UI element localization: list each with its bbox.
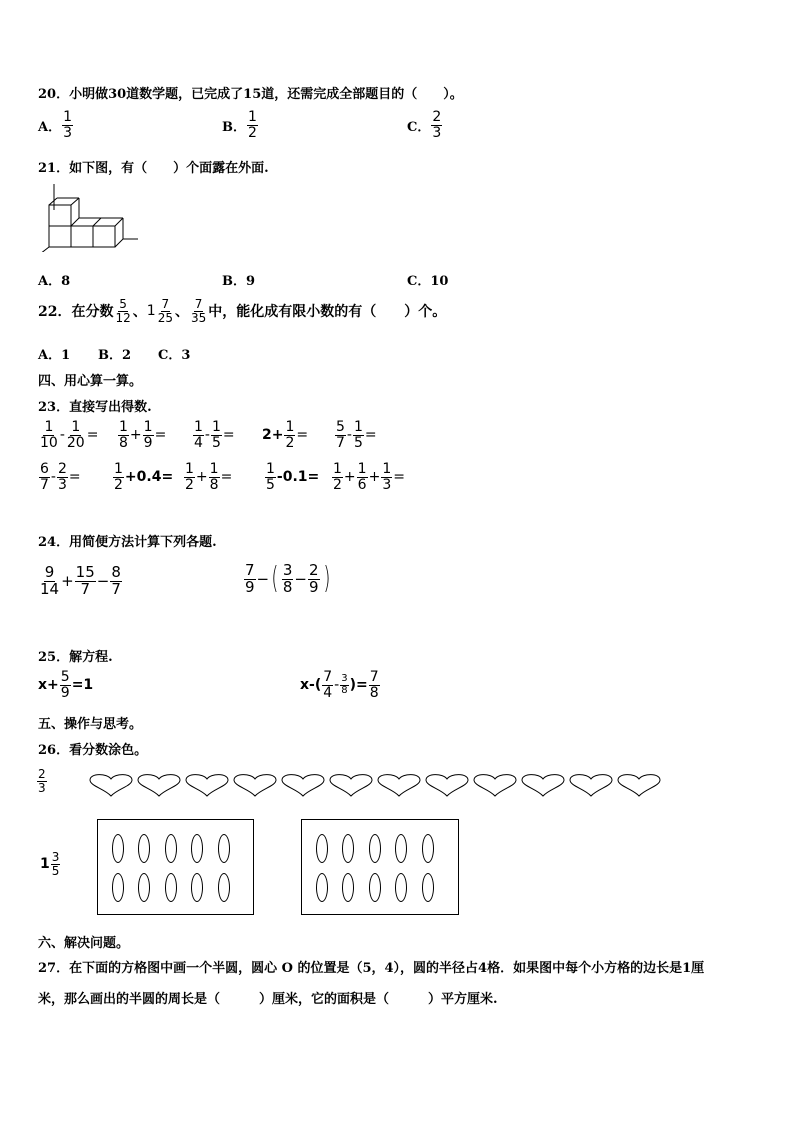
q27-line2: 米，那么画出的半圆的周长是（ ）厘米，它的面积是（ ）平方厘米. — [38, 992, 498, 1007]
q21-option-c[interactable]: C．10 — [407, 274, 449, 289]
heart-shape[interactable] — [282, 775, 324, 796]
oval-shape[interactable] — [138, 834, 150, 863]
oval-shape[interactable] — [342, 873, 354, 902]
q23-expr-3: $\frac{1}{4}$ - $\frac{1}{5}$ = — [194, 419, 235, 451]
q20-option-b[interactable]: B． $\frac{1}{2}$ — [222, 109, 257, 141]
heart-shape[interactable] — [570, 775, 612, 796]
q25-eq-2: x-( $\frac{7}{4}$ - $\frac{3}{8}$ )= $\frac{7}{8}$ — [300, 669, 379, 701]
q27-line1: 27．在下面的方格图中画一个半圆，圆心 O 的位置是（5，4），圆的半径占4格．如果图中每个小方格的边长是1厘 — [38, 961, 705, 976]
fraction: $\frac{7}{8}$ — [369, 669, 379, 701]
q23-expr-7: $\frac{1}{2}$ +0.4= — [114, 461, 174, 493]
oval-shape[interactable] — [138, 873, 150, 902]
oval-shape[interactable] — [316, 873, 328, 902]
fraction: $\frac{1}{5}$ — [353, 419, 363, 451]
q23-expr-10: $\frac{1}{2}$ + $\frac{1}{6}$ + $\frac{1}{3}$ = — [333, 461, 405, 493]
fraction: $\frac{2}{3}$ — [57, 461, 67, 493]
fraction: $\frac{1}{2}$ — [333, 461, 342, 493]
section-heading-5: 五、操作与思考。 — [38, 717, 143, 732]
q22-text: 22．在分数 $\frac{5}{12}$ 、 1 $\frac{7}{25}$ 、 $\frac{7}{35}$ 中，能化成有限小数的有（ ）个。 — [38, 297, 447, 325]
q24-expr-b: $\frac{7}{9}$ − ( $\frac{3}{8}$ − $\frac{2}{9}$ ) — [245, 561, 330, 597]
q23-expr-1: $\frac{1}{10}$ - $\frac{1}{20}$ = — [40, 419, 99, 451]
fraction: $\frac{3}{8}$ — [341, 673, 348, 696]
oval-shape[interactable] — [191, 873, 203, 902]
oval-shape[interactable] — [422, 873, 434, 902]
oval-shape[interactable] — [342, 834, 354, 863]
fraction: $\frac{3}{8}$ — [282, 561, 293, 596]
oval-shape[interactable] — [422, 834, 434, 863]
q26-label-two-thirds — [36, 768, 48, 794]
oval-shape[interactable] — [218, 873, 230, 902]
q23-expr-2: $\frac{1}{8}$ + $\frac{1}{9}$ = — [119, 419, 167, 451]
q26-label-mixed: 1 $\frac{3}{5}$ — [40, 850, 60, 878]
fraction: $\frac{15}{7}$ — [75, 563, 95, 598]
fraction: $\frac{1}{2}$ — [285, 419, 295, 451]
fraction: $\frac{7}{35}$ — [190, 297, 207, 325]
fraction: $\frac{8}{7}$ — [111, 563, 121, 598]
oval-shape[interactable] — [369, 834, 381, 863]
fraction: $\frac{1}{5}$ — [211, 419, 221, 451]
oval-shape[interactable] — [112, 834, 124, 863]
q23-expr-5: $\frac{5}{7}$ - $\frac{1}{5}$ = — [336, 419, 377, 451]
heart-shape[interactable] — [234, 775, 276, 796]
q23-expr-4: 2+ $\frac{1}{2}$ = — [262, 419, 309, 451]
fraction: $\frac{7}{4}$ — [323, 669, 333, 701]
fraction: $\frac{1}{8}$ — [119, 419, 128, 451]
fraction: $\frac{5}{12}$ — [115, 297, 131, 325]
oval-shape[interactable] — [316, 834, 328, 863]
q20-option-a[interactable]: A． $\frac{1}{3}$ — [38, 109, 73, 141]
fraction: $\frac{1}{20}$ — [66, 419, 85, 451]
fraction: $\frac{1}{8}$ — [209, 461, 219, 493]
q24-expr-a: $\frac{9}{14}$ + $\frac{15}{7}$ − $\frac{8}{7}$ — [40, 563, 121, 598]
q21-option-a[interactable]: A．8 — [38, 274, 71, 289]
fraction: $\frac{2}{3}$ — [38, 767, 46, 795]
oval-shape[interactable] — [395, 834, 407, 863]
q21-text: 21．如下图，有（ ）个面露在外面. — [38, 161, 269, 176]
q23-text: 23．直接写出得数. — [38, 400, 152, 415]
q23-expr-8: $\frac{1}{2}$ + $\frac{1}{8}$ = — [185, 461, 233, 493]
heart-shape[interactable] — [474, 775, 516, 796]
fraction: $\frac{5}{7}$ — [336, 419, 345, 451]
fraction: $\frac{6}{7}$ — [40, 461, 49, 493]
fraction: $\frac{1}{2}$ — [185, 461, 194, 493]
cube-figure — [38, 180, 148, 252]
heart-shape[interactable] — [330, 775, 372, 796]
section-heading-6: 六、解决问题。 — [38, 936, 130, 951]
oval-shape[interactable] — [218, 834, 230, 863]
fraction: $\frac{2}{3}$ — [432, 109, 442, 141]
fraction: $\frac{7}{9}$ — [245, 561, 255, 596]
fraction: $\frac{5}{9}$ — [60, 669, 70, 701]
oval-shape[interactable] — [191, 834, 203, 863]
oval-shape[interactable] — [369, 873, 381, 902]
q23-expr-9: $\frac{1}{5}$ -0.1= — [266, 461, 320, 493]
section-heading-4: 四、用心算一算。 — [38, 374, 143, 389]
q21-option-b[interactable]: B．9 — [222, 274, 256, 289]
fraction: $\frac{1}{3}$ — [382, 461, 392, 493]
q22-option-c[interactable]: C．3 — [158, 348, 191, 363]
fraction: $\frac{9}{14}$ — [40, 563, 60, 598]
q20-option-c[interactable]: C． $\frac{2}{3}$ — [407, 109, 442, 141]
fraction: $\frac{1}{4}$ — [194, 419, 203, 451]
q26-text: 26．看分数涂色。 — [38, 743, 148, 758]
oval-shape[interactable] — [165, 873, 177, 902]
heart-shape[interactable] — [378, 775, 420, 796]
q22-option-b[interactable]: B．2 — [98, 348, 132, 363]
oval-shape[interactable] — [165, 834, 177, 863]
oval-shape[interactable] — [112, 873, 124, 902]
q20-text: 20．小明做30道数学题，已完成了15道，还需完成全部题目的（ ）。 — [38, 87, 463, 102]
q22-option-a[interactable]: A．1 — [38, 348, 71, 363]
fraction: $\frac{1}{2}$ — [114, 461, 123, 493]
fraction: $\frac{1}{9}$ — [143, 419, 153, 451]
fraction: $\frac{3}{5}$ — [51, 850, 60, 878]
fraction: $\frac{1}{6}$ — [357, 461, 367, 493]
q25-text: 25．解方程. — [38, 650, 113, 665]
fraction: $\frac{1}{5}$ — [266, 461, 275, 493]
oval-box-1 — [97, 819, 254, 915]
heart-shape[interactable] — [426, 775, 468, 796]
heart-shape[interactable] — [618, 775, 660, 796]
heart-shape[interactable] — [522, 775, 564, 796]
fraction: $\frac{2}{9}$ — [308, 561, 319, 596]
fraction: $\frac{1}{2}$ — [248, 109, 257, 141]
oval-shape[interactable] — [395, 873, 407, 902]
oval-box-2 — [301, 819, 459, 915]
q23-expr-6: $\frac{6}{7}$ - $\frac{2}{3}$ = — [40, 461, 81, 493]
fraction: $\frac{1}{10}$ — [40, 419, 58, 451]
heart-shape[interactable] — [90, 775, 132, 796]
heart-shape[interactable] — [138, 775, 180, 796]
q25-eq-1: x+ $\frac{5}{9}$ =1 — [38, 669, 94, 701]
fraction: $\frac{7}{25}$ — [157, 297, 173, 325]
heart-row — [88, 772, 664, 802]
q24-text: 24．用简便方法计算下列各题. — [38, 535, 217, 550]
fraction: $\frac{1}{3}$ — [63, 109, 73, 141]
heart-shape[interactable] — [186, 775, 228, 796]
